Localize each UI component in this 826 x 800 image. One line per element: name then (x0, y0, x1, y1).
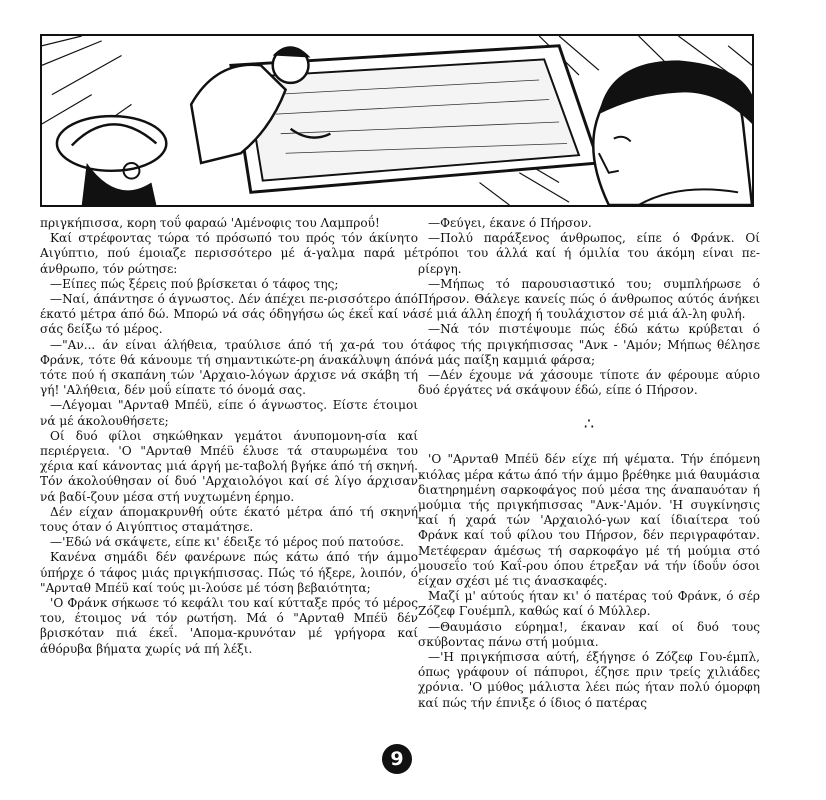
paragraph: —Πολύ παράξενος άνθρωπος, είπε ό Φράνκ. Οί τρόποι του άλλά καί ή όμιλία του άκόμη είναι πε-ρίεργη. (418, 231, 760, 276)
paragraph: Μαζί μ' αύτούς ήταν κι' ό πατέρας τού Φράνκ, ό σέρ Ζόζεφ Γουέμπλ, καθώς καί ό Μύλλερ. (418, 589, 760, 619)
paragraph: —Φεύγει, έκανε ό Πήρσον. (428, 216, 592, 230)
paragraph: —"Αν... άν είναι άλήθεια, τραύλισε άπό τή χα-ρά του ό Φράνκ, τότε θά κάνουμε τή σημαντικώτε-ρη άνακάλυψη άπό τότε πού ή σκαπάνη τών 'Αρχαιο-λόγων άρχισε νά σκάβη τή γή! 'Αλήθεια, δέν μοΰ είπατε τό όνομά σας. (40, 337, 418, 398)
paragraph: Οί δυό φίλοι σηκώθηκαν γεμάτοι άνυπομονη-σία καί περιέργεια. 'Ο "Αρνταθ Μπέϋ έλυσε τά σταυρωμένα του χέρια καί κάνοντας μιά άργή με-ταβολή βγήκε άπό τή σκηνή. Τόν άκολούθησαν οί δυό 'Αρχαιολόγοι καί σέ λίγο άρχισαν νά βαδί-ζουν μέσα στή νυχτωμένη έρημο. (40, 428, 418, 504)
paragraph: —Θαυμάσιο εύρημα!, έκαναν καί οί δυό τους σκύβοντας πάνω στή μούμια. (418, 619, 760, 649)
paragraph: —Μήπως τό παρουσιαστικό του; συμπλήρωσε ό Πήρσον. Θάλεγε κανείς πώς ό άνθρωπος αύτός άνήκει σέ μιά άλλη έποχή ή τουλάχιστον σέ μιά άλ-λη φυλή. (418, 276, 760, 322)
paragraph: —'Η πριγκήπισσα αύτή, έξήγησε ό Ζόζεφ Γου-έμπλ, όπως γράφουν οί πάπυροι, έζησε πριν τρείς χιλιάδες χρόνια. 'Ο μύθος μάλιστα λέει πώς ήταν πολύ όμορφη καί πώς τήν έπνιξε ό ίδιος ό πατέρας (418, 650, 760, 710)
page-number-badge: 9 (382, 744, 412, 774)
paragraph: Καί στρέφοντας τώρα τό πρόσωπό του πρός τόν άκίνητο Αιγύπτιο, πού έμοιαζε περισσότερο μέ ά-γαλμα παρά μέ άνθρωπο, τόν ρώτησε: (40, 231, 418, 276)
paragraph: 'Ο Φράνκ σήκωσε τό κεφάλι του καί κύτταξε πρός τό μέρος του, έτοιμος νά τόν ρωτήση. Μά ό "Αρνταθ Μπέϋ δέν βρισκόταν πιά έκεΐ. 'Απομα-κρυνόταν μέ γρήγορα καί άθόρυβα βήματα χωρίς νά πή λέξι. (40, 596, 418, 656)
paragraph: Δέν είχαν άπομακρυνθή ούτε έκατό μέτρα άπό τή σκηνή τους όταν ό Αιγύπτιος σταμάτησε. (40, 504, 418, 535)
comic-illustration-panel (40, 34, 754, 207)
paragraph: —'Εδώ νά σκάψετε, είπε κι' έδειξε τό μέρος πού πατούσε. (50, 535, 405, 550)
paragraph: —Ναί, άπάντησε ό άγνωστος. Δέν άπέχει πε-ρισσότερο άπό έκατό μέτρα άπό δώ. Μπορώ νά σάς όδηγήσω ώς έκεΐ καί νά σάς δείξω τό μέρος. (40, 292, 418, 337)
paragraph: —Δέν έχουμε νά χάσουμε τίποτε άν φέρουμε αύριο δυό έργάτες νά σκάψουν έδώ, είπε ό Πήρσον. (418, 368, 760, 398)
section-break-ornament: ∴ (583, 414, 595, 434)
paragraph: Κανένα σημάδι δέν φανέρωνε πώς κάτω άπό τήν άμμο ύπήρχε ό τάφος μιάς πριγκήπισσας. Πώς τό ήξερε, λοιπόν, ό "Αρνταθ Μπέϋ καί τούς μι-λούσε μέ τόση βεβαιότητα; (40, 550, 418, 595)
text-column-right (418, 216, 760, 711)
paragraph: πριγκήπισσα, κορη τοΰ φαραώ 'Αμένοφις του Λαμπροΰ! (40, 216, 380, 230)
paragraph: —Είπες πώς ξέρεις πού βρίσκεται ό τάφος της; (50, 276, 339, 291)
text-column-left (40, 216, 418, 657)
paragraph: —Λέγομαι "Αρνταθ Μπέϋ, είπε ό άγνωστος. Είστε έτοιμοι νά μέ άκολουθήσετε; (40, 398, 418, 428)
paragraph: —Νά τόν πιστέψουμε πώς έδώ κάτω κρύβεται ό τάφος τής πριγκήπισσας "Ανκ - 'Αμόν; Μήπως θέλησε νά μάς παίξη καμμιά φάρσα; (418, 322, 760, 367)
excavation-scene-drawing (42, 36, 752, 205)
paragraph: 'Ο "Αρνταθ Μπέϋ δέν είχε πή ψέματα. Τήν έπόμενη κιόλας μέρα κάτω άπό τήν άμμο βρέθηκε μιά θαυμάσια διατηρημένη σαρκοφάγος πού μέσα της άναπαυόταν ή μούμια τής πριγκήπισσας "Ανκ-'Αμόν. 'Η συγκίνησις καί ή χαρά τών 'Αρχαιολό-γων καί ίδιαίτερα τού Φράνκ καί τοΰ φίλου του Πήρσον, δέν περιγραφόταν. Μετέφεραν άμέσως τή σαρκοφάγο μέ τή μούμια στό μουσεΐο τού Καΐ-ρου όπου έτρεξαν νά τήν ίδοΰν όσοι είχαν σχέσι μέ τις άνασκαφές. (418, 452, 760, 589)
